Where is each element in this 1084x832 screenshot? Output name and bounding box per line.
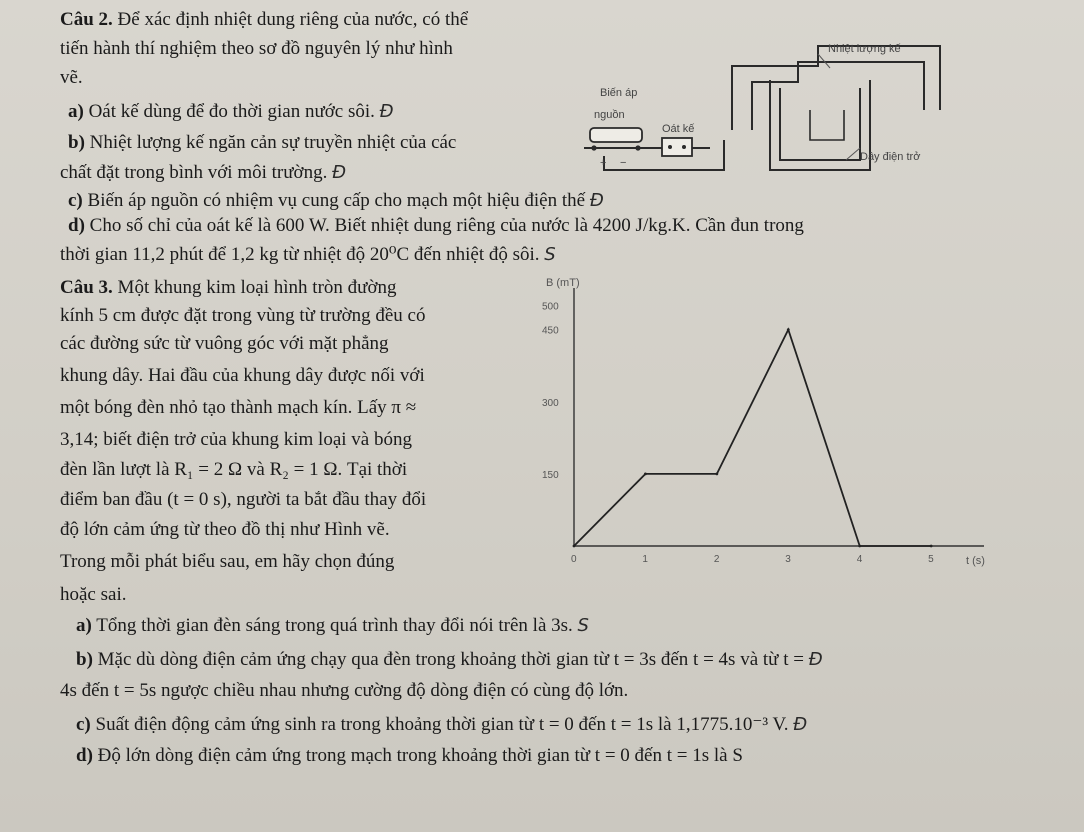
x-axis-label: t (s) <box>966 555 985 567</box>
q3-intro-5: 3,14; biết điện trở của khung kim loại và bóng <box>60 429 412 450</box>
y-tick-label-2: 450 <box>542 325 559 337</box>
terminal-right <box>635 145 640 150</box>
q3-intro-9: Trong mỗi phát biểu sau, em hãy chọn đúng <box>60 551 395 572</box>
label-minus: − <box>620 157 627 169</box>
label-wattmeter: Oát kế <box>662 123 695 135</box>
x-tick-label-0: 0 <box>571 554 577 565</box>
q2-a-mark: Đ <box>379 101 394 122</box>
wattmeter-dot-1 <box>668 145 672 149</box>
q2-statement-b <box>68 131 456 155</box>
q3-d-text: Độ lớn dòng điện cảm ứng trong mạch trong khoảng thời gian từ t = 0 đến t = 1s là <box>97 745 728 766</box>
q3-intro-4: một bóng đèn nhỏ tạo thành mạch kín. Lấy π ≈ <box>60 397 417 418</box>
q3-intro-3: khung dây. Hai đầu của khung dây được nối với <box>60 365 425 386</box>
wattmeter-box <box>662 138 692 156</box>
y-tick-label-0: 150 <box>542 469 559 481</box>
label-resistor: Dây điện trở <box>860 151 921 163</box>
q2-d-mark: S <box>544 244 556 265</box>
b-point-5 <box>930 545 933 548</box>
q2-c-label: c) <box>68 190 83 211</box>
q2-b-text: Nhiệt lượng kế ngăn cản sự truyền nhiệt của các <box>89 132 457 153</box>
q2-statement-b-cont <box>60 161 346 185</box>
q3-statement-a <box>76 614 589 638</box>
q2-statement-c <box>68 189 604 213</box>
q2-intro-2: tiến hành thí nghiệm theo sơ đồ nguyên lý như hình <box>60 38 453 59</box>
q2-statement-d <box>68 214 804 238</box>
b-point-4 <box>858 545 861 548</box>
q2-intro-3: vẽ. <box>60 67 83 88</box>
q3-a-mark: S <box>577 615 589 636</box>
q3-statement-b <box>76 648 823 672</box>
q3-intro-6: đèn lần lượt là R₁ = 2 Ω và R₂ = 1 Ω. Tại thời <box>60 459 408 480</box>
b-series-line <box>574 330 931 546</box>
q3-intro-7: điểm ban đầu (t = 0 s), người ta bắt đầu thay đổi <box>60 489 427 510</box>
q2-d-text: Cho số chỉ của oát kế là 600 W. Biết nhiệt dung riêng của nước là 4200 J/kg.K. Cần đun trong <box>89 215 804 236</box>
q3-intro-2: các đường sức từ vuông góc với mặt phẳng <box>60 333 389 354</box>
q2-statement-a <box>68 100 394 124</box>
q3-a-text: Tổng thời gian đèn sáng trong quá trình thay đổi nói trên là 3s. <box>96 615 573 636</box>
terminal-left <box>591 145 596 150</box>
x-tick-label-4: 4 <box>856 554 863 565</box>
b-point-2 <box>715 472 718 475</box>
b-point-3 <box>787 328 790 331</box>
q3-b-mark: Đ <box>808 649 823 670</box>
resistor-coil <box>810 110 844 140</box>
q3-c-label: c) <box>76 714 91 735</box>
wattmeter-dot-2 <box>682 145 686 149</box>
q2-c-mark: Đ <box>589 190 604 211</box>
transformer-box <box>590 128 642 142</box>
q2-b-text2: chất đặt trong bình với môi trường. <box>60 162 328 183</box>
q3-intro-10: hoặc sai. <box>60 584 127 605</box>
q2-a-text: Oát kế dùng để đo thời gian nước sôi. <box>88 101 375 122</box>
q3-c-mark: Đ <box>793 714 808 735</box>
q2-b-label: b) <box>68 132 85 153</box>
q3-intro-0: Một khung kim loại hình tròn đường <box>117 277 397 298</box>
q2-a-label: a) <box>68 101 84 122</box>
x-tick-label-2: 2 <box>713 554 720 565</box>
label-transformer-1: Biến áp <box>600 87 638 99</box>
calorimeter-outer <box>770 80 870 170</box>
q3-a-label: a) <box>76 615 92 636</box>
b-point-1 <box>644 472 647 475</box>
q3-d-mark: S <box>732 745 743 766</box>
calorimeter-inner <box>780 88 860 160</box>
y-tick-label-3: 500 <box>542 301 559 313</box>
q2-d-text2: thời gian 11,2 phút để 1,2 kg từ nhiệt độ 20⁰C đến nhiệt độ sôi. <box>60 244 540 265</box>
q3-c-text: Suất điện động cảm ứng sinh ra trong khoảng thời gian từ t = 0 đến t = 1s là 1,1775.10⁻³ V. <box>95 714 789 735</box>
q2-intro-1: Để xác định nhiệt dung riêng của nước, có thể <box>117 9 469 30</box>
wire-top-inner <box>752 62 924 130</box>
y-tick-label-1: 300 <box>542 397 559 409</box>
q3-statement-d <box>76 744 743 768</box>
q2-title: Câu 2. <box>60 9 113 30</box>
b-point-0 <box>573 545 576 548</box>
q3-d-label: d) <box>76 745 93 766</box>
q3-statement-c <box>76 713 807 737</box>
q2-d-label: d) <box>68 215 85 236</box>
q3-line-0 <box>60 276 397 300</box>
experiment-diagram <box>560 20 1000 200</box>
wire-top-left <box>732 46 940 130</box>
q3-title: Câu 3. <box>60 277 113 298</box>
q3-b-text: Mặc dù dòng điện cảm ứng chạy qua đèn trong khoảng thời gian từ t = 3s đến t = 4s và từ t = <box>97 649 804 670</box>
y-axis-label: B (mT) <box>546 277 580 289</box>
q3-intro-8: độ lớn cảm ứng từ theo đồ thị như Hình vẽ. <box>60 519 390 540</box>
label-calorimeter: Nhiệt lượng kế <box>828 43 901 55</box>
label-plus: + <box>600 157 607 169</box>
x-tick-label-5: 5 <box>928 554 934 565</box>
label-transformer-2: nguồn <box>594 109 625 121</box>
q2-c-text: Biến áp nguồn có nhiệm vụ cung cấp cho mạch một hiệu điện thế <box>87 190 586 211</box>
x-tick-label-3: 3 <box>785 554 791 565</box>
q2-line1 <box>60 8 468 32</box>
b-field-chart <box>526 277 1006 574</box>
pointer-resistor <box>846 148 860 160</box>
q2-statement-d-cont <box>60 243 556 267</box>
q3-intro-1: kính 5 cm được đặt trong vùng từ trường đều có <box>60 305 426 326</box>
q3-b-label: b) <box>76 649 93 670</box>
q3-b-text2: 4s đến t = 5s ngược chiều nhau nhưng cường độ dòng điện có cùng độ lớn. <box>60 680 629 701</box>
x-tick-label-1: 1 <box>642 554 648 565</box>
q2-b-mark: Đ <box>332 162 347 183</box>
